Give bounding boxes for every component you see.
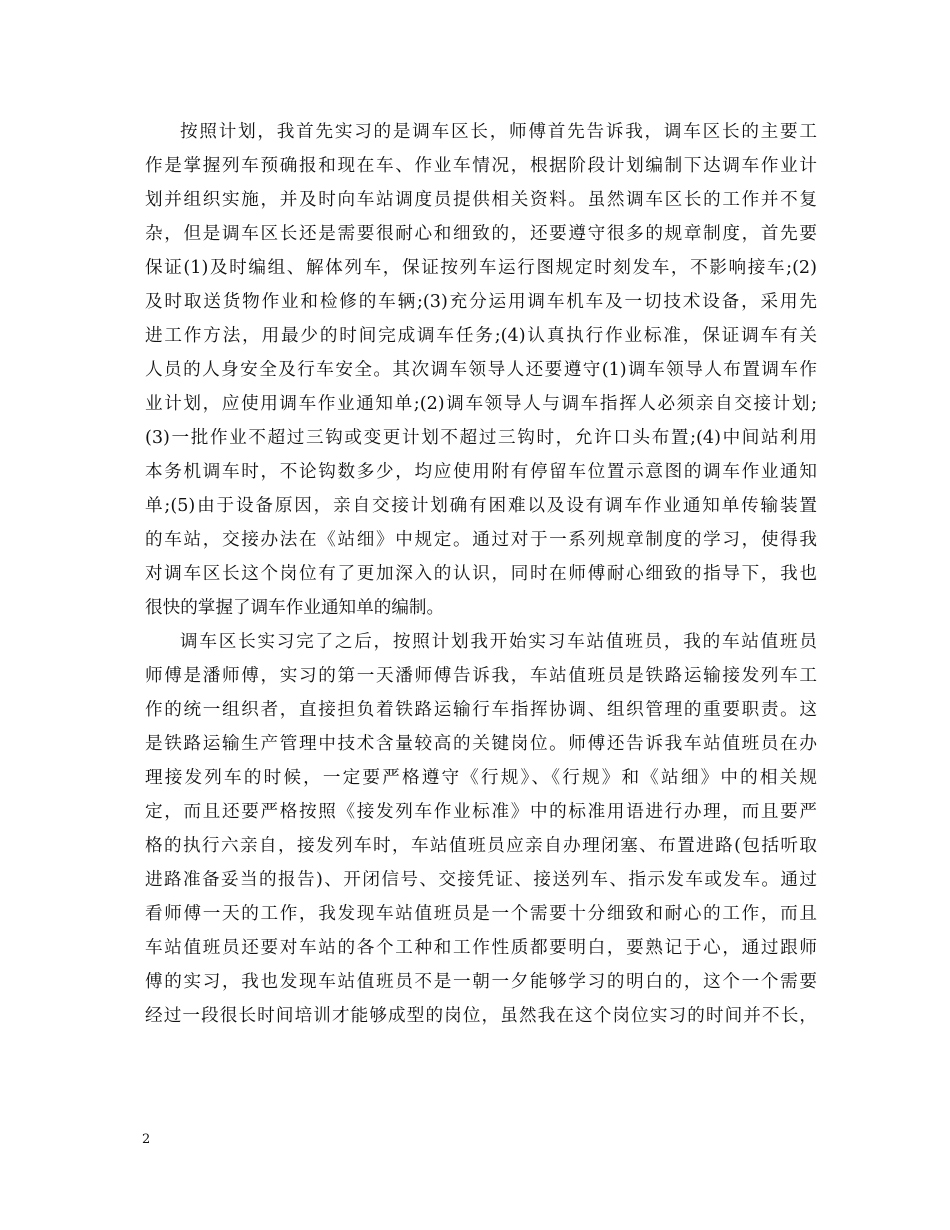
text-line: 保证(1)及时编组、解体列车，保证按列车运行图规定时刻发车，不影响接车;(2) [145,258,817,278]
text-line: 傅的实习，我也发现车站值班员不是一朝一夕能够学习的明白的，这个一个需要 [145,972,817,992]
text-line: (3)一批作业不超过三钩或变更计划不超过三钩时，允许口头布置;(4)中间站利用 [145,428,817,448]
page-number: 2 [142,1132,151,1147]
text-line: 进路准备妥当的报告)、开闭信号、交接凭证、接送列车、指示发车或发车。通过 [145,870,817,890]
text-line: 经过一段很长时间培训才能够成型的岗位，虽然我在这个岗位实习的时间并不长， [145,1006,817,1026]
page-content [145,115,817,1033]
text-line: 杂，但是调车区长还是需要很耐心和细致的，还要遵守很多的规章制度，首先要 [145,224,817,244]
text-line: 单;(5)由于设备原因，亲自交接计划确有困难以及设有调车作业通知单传输装置 [145,496,817,516]
text-line: 对调车区长这个岗位有了更加深入的认识，同时在师傅耐心细致的指导下，我也 [145,564,817,584]
text-line: 看师傅一天的工作，我发现车站值班员是一个需要十分细致和耐心的工作，而且 [145,904,817,924]
text-line: 格的执行六亲自，接发列车时，车站值班员应亲自办理闭塞、布置进路(包括听取 [145,836,817,856]
text-line: 本务机调车时，不论钩数多少，均应使用附有停留车位置示意图的调车作业通知 [145,462,817,482]
text-line: 作是掌握列车预确报和现在车、作业车情况，根据阶段计划编制下达调车作业计 [145,156,817,176]
text-line: 调车区长实习完了之后，按照计划我开始实习车站值班员，我的车站值班员 [180,632,817,652]
text-line: 很快的掌握了调车作业通知单的编制。 [145,598,445,618]
text-line: 车站值班员还要对车站的各个工种和工作性质都要明白，要熟记于心，通过跟师 [145,938,817,958]
text-line: 理接发列车的时候，一定要严格遵守《行规》、《行规》和《站细》中的相关规 [145,768,817,788]
text-line: 划并组织实施，并及时向车站调度员提供相关资料。虽然调车区长的工作并不复 [145,190,817,210]
text-line: 是铁路运输生产管理中技术含量较高的关键岗位。师傅还告诉我车站值班员在办 [145,734,817,754]
text-line: 定，而且还要严格按照《接发列车作业标准》中的标准用语进行办理，而且要严 [145,802,817,822]
text-line: 按照计划，我首先实习的是调车区长，师傅首先告诉我，调车区长的主要工 [180,122,817,142]
text-line: 人员的人身安全及行车安全。其次调车领导人还要遵守(1)调车领导人布置调车作 [145,360,817,380]
text-line: 进工作方法，用最少的时间完成调车任务;(4)认真执行作业标准，保证调车有关 [145,326,817,346]
paragraph-dispatch-section-chief [145,115,817,625]
text-line: 及时取送货物作业和检修的车辆;(3)充分运用调车机车及一切技术设备，采用先 [145,292,817,312]
text-line: 师傅是潘师傅，实习的第一天潘师傅告诉我，车站值班员是铁路运输接发列车工 [145,666,817,686]
paragraph-station-duty-officer [145,625,817,1033]
text-line: 的车站，交接办法在《站细》中规定。通过对于一系列规章制度的学习，使得我 [145,530,817,550]
text-line: 业计划，应使用调车作业通知单;(2)调车领导人与调车指挥人必须亲自交接计划; [145,394,817,414]
text-line: 作的统一组织者，直接担负着铁路运输行车指挥协调、组织管理的重要职责。这 [145,700,817,720]
